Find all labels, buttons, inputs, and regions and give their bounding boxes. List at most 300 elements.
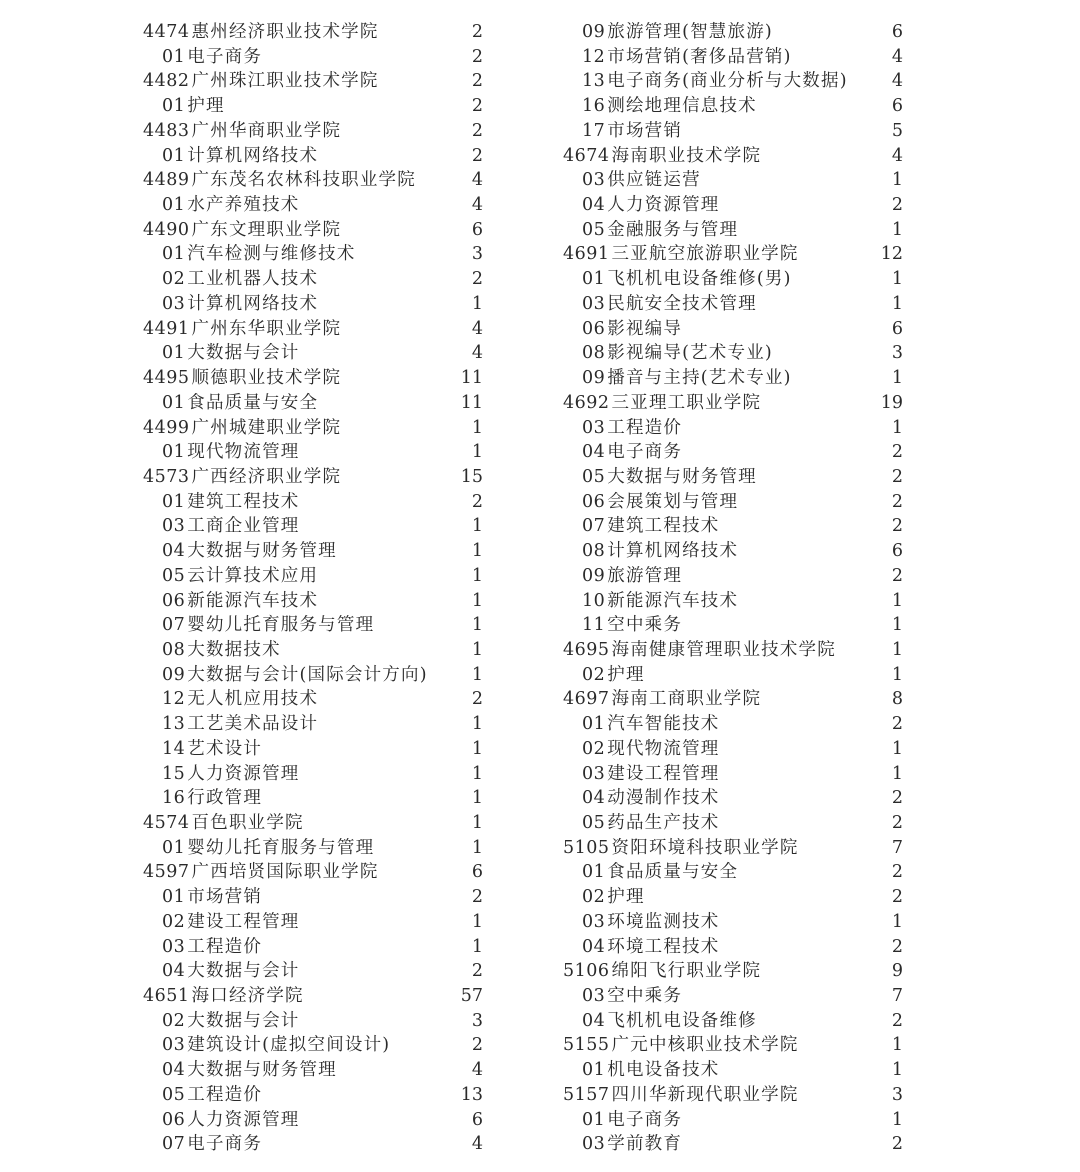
quota-count: 1 (471, 590, 483, 611)
school-row (143, 168, 483, 193)
major-name: 工程造价 (187, 936, 263, 957)
major-code: 01 (162, 145, 186, 166)
quota-count: 1 (471, 565, 483, 586)
major-name: 市场营销 (187, 887, 263, 908)
major-name: 工商企业管理 (187, 516, 300, 537)
major-name: 新能源汽车技术 (187, 590, 319, 611)
major-row (143, 885, 483, 910)
major-name: 市场营销 (607, 120, 683, 141)
major-code: 01 (162, 343, 186, 364)
quota-count: 1 (891, 911, 903, 932)
major-code: 01 (162, 195, 186, 216)
major-code: 07 (162, 615, 186, 636)
school-row (143, 119, 483, 144)
major-row (563, 416, 903, 441)
major-name: 大数据与财务管理 (187, 541, 337, 562)
school-name: 顺德职业技术学院 (191, 368, 342, 389)
major-row (143, 1033, 483, 1058)
major-code: 17 (582, 120, 606, 141)
major-row (563, 1058, 903, 1083)
major-row (563, 45, 903, 70)
major-name: 人力资源管理 (187, 1109, 300, 1130)
major-code: 08 (162, 639, 186, 660)
school-code: 4474 (143, 22, 190, 42)
school-code: 4491 (143, 318, 190, 339)
major-row (563, 1009, 903, 1034)
major-row (563, 465, 903, 490)
major-name: 建设工程管理 (607, 763, 720, 784)
major-row (143, 712, 483, 737)
major-code: 05 (582, 466, 606, 487)
school-code: 4489 (143, 170, 190, 191)
major-row (563, 910, 903, 935)
major-code: 02 (582, 887, 606, 908)
major-row (563, 490, 903, 515)
school-name: 资阳环境科技职业学院 (611, 837, 799, 858)
school-name: 广州城建职业学院 (191, 417, 342, 438)
major-code: 04 (162, 541, 186, 562)
quota-count: 4 (471, 195, 483, 216)
major-name: 电子商务(商业分析与大数据) (607, 71, 848, 92)
quota-count: 2 (891, 862, 903, 883)
quota-count: 6 (891, 22, 903, 42)
major-row (143, 144, 483, 169)
school-name: 绵阳飞行职业学院 (611, 961, 762, 982)
major-code: 13 (162, 714, 186, 735)
quota-count: 1 (471, 714, 483, 735)
school-name: 广元中核职业技术学院 (611, 1035, 799, 1056)
school-row (563, 144, 903, 169)
quota-count: 1 (891, 590, 903, 611)
major-row (563, 292, 903, 317)
quota-count: 1 (891, 269, 903, 290)
major-name: 云计算技术应用 (187, 565, 319, 586)
quota-count: 4 (471, 343, 483, 364)
major-name: 播音与主持(艺术专业) (607, 368, 792, 389)
major-code: 05 (162, 1084, 186, 1105)
major-row (563, 762, 903, 787)
quota-count: 2 (471, 120, 483, 141)
school-code: 4573 (143, 466, 190, 487)
quota-count: 4 (471, 318, 483, 339)
major-code: 03 (582, 293, 606, 314)
major-name: 药品生产技术 (607, 813, 720, 833)
major-code: 01 (582, 1060, 606, 1081)
school-name: 三亚理工职业学院 (611, 392, 762, 413)
major-row (563, 1132, 903, 1157)
major-code: 02 (162, 1010, 186, 1031)
major-row (563, 786, 903, 811)
major-name: 计算机网络技术 (187, 293, 319, 314)
major-code: 01 (162, 244, 186, 265)
major-row (563, 218, 903, 243)
school-code: 5155 (563, 1035, 610, 1056)
major-row (143, 613, 483, 638)
quota-count: 4 (471, 1060, 483, 1081)
school-name: 四川华新现代职业学院 (611, 1084, 799, 1105)
quota-count: 7 (891, 986, 903, 1007)
school-row (143, 69, 483, 94)
major-row (143, 786, 483, 811)
major-code: 01 (582, 862, 606, 883)
school-name: 广东茂名农林科技职业学院 (191, 170, 416, 191)
quota-count: 1 (891, 368, 903, 389)
major-code: 04 (582, 442, 606, 463)
quota-count: 1 (891, 763, 903, 784)
major-row (143, 45, 483, 70)
major-code: 07 (582, 516, 606, 537)
quota-count: 2 (891, 516, 903, 537)
quota-count: 1 (471, 541, 483, 562)
major-row (563, 613, 903, 638)
major-name: 大数据技术 (187, 639, 281, 660)
major-code: 01 (582, 1109, 606, 1130)
school-name: 广州珠江职业技术学院 (191, 71, 379, 92)
major-code: 01 (162, 837, 186, 858)
major-name: 现代物流管理 (607, 738, 720, 759)
major-code: 13 (582, 71, 606, 92)
major-row (143, 292, 483, 317)
quota-count: 2 (471, 1035, 483, 1056)
right-column (563, 20, 903, 1157)
major-code: 03 (582, 911, 606, 932)
major-code: 09 (162, 664, 186, 685)
quota-count: 2 (471, 96, 483, 117)
quota-count: 2 (471, 269, 483, 290)
major-row (143, 267, 483, 292)
major-name: 空中乘务 (607, 615, 683, 636)
major-row (563, 514, 903, 539)
quota-count: 1 (471, 516, 483, 537)
major-name: 护理 (187, 96, 225, 117)
major-row (143, 589, 483, 614)
major-code: 02 (582, 738, 606, 759)
major-code: 02 (582, 664, 606, 685)
quota-count: 1 (891, 615, 903, 636)
major-name: 环境工程技术 (607, 936, 720, 957)
major-name: 电子商务 (187, 1134, 263, 1155)
school-name: 广州华商职业学院 (191, 120, 342, 141)
major-row (143, 1009, 483, 1034)
school-name: 广东文理职业学院 (191, 219, 342, 240)
quota-count: 1 (891, 738, 903, 759)
quota-count: 12 (880, 244, 903, 265)
major-code: 01 (162, 442, 186, 463)
major-name: 无人机应用技术 (187, 689, 319, 710)
major-code: 03 (582, 763, 606, 784)
quota-count: 1 (891, 639, 903, 660)
quota-count: 1 (471, 664, 483, 685)
major-code: 14 (162, 738, 186, 759)
major-name: 飞机机电设备维修(男) (607, 269, 792, 290)
quota-count: 2 (471, 689, 483, 710)
school-row (563, 242, 903, 267)
major-name: 婴幼儿托育服务与管理 (187, 837, 375, 858)
quota-count: 1 (891, 664, 903, 685)
quota-count: 2 (891, 442, 903, 463)
quota-count: 2 (891, 491, 903, 512)
quota-count: 2 (891, 788, 903, 809)
quota-count: 1 (891, 170, 903, 191)
major-code: 01 (162, 392, 186, 413)
major-code: 05 (582, 219, 606, 240)
major-code: 11 (582, 615, 606, 636)
major-row (563, 440, 903, 465)
quota-count: 4 (891, 46, 903, 67)
major-code: 06 (582, 491, 606, 512)
quota-count: 3 (471, 244, 483, 265)
major-code: 04 (582, 936, 606, 957)
school-code: 4674 (563, 145, 610, 166)
major-code: 04 (162, 1060, 186, 1081)
major-name: 大数据与财务管理 (607, 466, 757, 487)
major-name: 建筑工程技术 (607, 516, 720, 537)
quota-count: 1 (891, 219, 903, 240)
quota-count: 2 (891, 936, 903, 957)
school-row (143, 20, 483, 45)
major-code: 04 (582, 788, 606, 809)
major-row (563, 20, 903, 45)
major-name: 工程造价 (187, 1084, 263, 1105)
major-name: 护理 (607, 664, 645, 685)
quota-count: 2 (471, 145, 483, 166)
quota-count: 1 (471, 837, 483, 858)
quota-count: 1 (471, 639, 483, 660)
quota-count: 19 (880, 392, 903, 413)
major-code: 01 (162, 46, 186, 67)
major-code: 03 (582, 170, 606, 191)
major-name: 计算机网络技术 (607, 541, 739, 562)
school-row (143, 218, 483, 243)
major-code: 06 (162, 590, 186, 611)
major-row (563, 94, 903, 119)
quota-count: 57 (460, 986, 483, 1007)
school-name: 广西培贤国际职业学院 (191, 862, 379, 883)
major-name: 电子商务 (187, 46, 263, 67)
major-name: 金融服务与管理 (607, 219, 739, 240)
major-code: 03 (582, 986, 606, 1007)
quota-count: 1 (471, 417, 483, 438)
quota-count: 2 (891, 714, 903, 735)
major-row (563, 712, 903, 737)
major-row (143, 959, 483, 984)
school-code: 4651 (143, 986, 190, 1007)
major-name: 现代物流管理 (187, 442, 300, 463)
school-row (563, 391, 903, 416)
quota-count: 6 (891, 541, 903, 562)
school-row (143, 860, 483, 885)
quota-count: 1 (471, 763, 483, 784)
major-code: 04 (582, 1010, 606, 1031)
major-row (143, 1058, 483, 1083)
quota-count: 4 (471, 1134, 483, 1155)
major-row (563, 984, 903, 1009)
major-row (563, 168, 903, 193)
quota-count: 2 (471, 961, 483, 982)
quota-count: 1 (471, 442, 483, 463)
major-code: 08 (582, 541, 606, 562)
major-name: 行政管理 (187, 788, 263, 809)
major-name: 大数据与会计(国际会计方向) (187, 664, 428, 685)
major-name: 供应链运营 (607, 170, 701, 191)
quota-count: 2 (891, 813, 903, 833)
major-name: 空中乘务 (607, 986, 683, 1007)
major-code: 16 (582, 96, 606, 117)
major-row (563, 564, 903, 589)
major-row (563, 366, 903, 391)
quota-count: 6 (891, 318, 903, 339)
major-row (143, 539, 483, 564)
quota-count: 13 (460, 1084, 483, 1105)
major-name: 会展策划与管理 (607, 491, 739, 512)
major-name: 市场营销(奢侈品营销) (607, 46, 792, 67)
major-code: 09 (582, 368, 606, 389)
quota-count: 1 (891, 417, 903, 438)
school-row (563, 1083, 903, 1108)
major-row (563, 663, 903, 688)
quota-count: 3 (471, 1010, 483, 1031)
school-row (143, 465, 483, 490)
quota-count: 2 (471, 491, 483, 512)
quota-count: 2 (891, 565, 903, 586)
quota-count: 11 (460, 392, 483, 413)
major-name: 建设工程管理 (187, 911, 300, 932)
major-name: 电子商务 (607, 442, 683, 463)
major-name: 影视编导(艺术专业) (607, 343, 773, 364)
major-code: 06 (582, 318, 606, 339)
major-code: 03 (162, 1035, 186, 1056)
major-name: 建筑工程技术 (187, 491, 300, 512)
major-row (563, 341, 903, 366)
major-code: 01 (162, 96, 186, 117)
major-row (143, 638, 483, 663)
school-row (563, 638, 903, 663)
quota-count: 1 (891, 1035, 903, 1056)
quota-count: 7 (891, 837, 903, 858)
major-code: 06 (162, 1109, 186, 1130)
major-row (143, 836, 483, 861)
major-row (143, 687, 483, 712)
major-name: 民航安全技术管理 (607, 293, 757, 314)
major-code: 10 (582, 590, 606, 611)
quota-count: 1 (471, 738, 483, 759)
major-row (143, 910, 483, 935)
major-code: 15 (162, 763, 186, 784)
school-code: 4483 (143, 120, 190, 141)
major-name: 旅游管理(智慧旅游) (607, 22, 773, 42)
quota-count: 2 (891, 466, 903, 487)
major-name: 建筑设计(虚拟空间设计) (187, 1035, 391, 1056)
school-code: 4482 (143, 71, 190, 92)
major-name: 环境监测技术 (607, 911, 720, 932)
quota-count: 6 (471, 219, 483, 240)
school-code: 4695 (563, 639, 610, 660)
major-name: 电子商务 (607, 1109, 683, 1130)
quota-count: 3 (891, 343, 903, 364)
major-name: 大数据与会计 (187, 961, 300, 982)
major-name: 新能源汽车技术 (607, 590, 739, 611)
quota-count: 1 (891, 1109, 903, 1130)
major-row (143, 663, 483, 688)
quota-count: 2 (471, 71, 483, 92)
major-row (143, 391, 483, 416)
quota-count: 8 (891, 689, 903, 710)
major-row (143, 242, 483, 267)
major-row (563, 811, 903, 836)
left-column (143, 20, 483, 1157)
major-code: 03 (162, 293, 186, 314)
school-code: 4499 (143, 417, 190, 438)
major-row (563, 317, 903, 342)
major-row (563, 1108, 903, 1133)
major-name: 食品质量与安全 (187, 392, 319, 413)
major-name: 测绘地理信息技术 (607, 96, 757, 117)
school-name: 海口经济学院 (191, 986, 304, 1007)
major-code: 09 (582, 22, 606, 42)
school-code: 4495 (143, 368, 190, 389)
school-name: 海南健康管理职业技术学院 (611, 639, 836, 660)
major-code: 03 (582, 1134, 606, 1155)
quota-count: 1 (471, 936, 483, 957)
school-name: 广州东华职业学院 (191, 318, 342, 339)
major-code: 03 (162, 516, 186, 537)
major-code: 05 (582, 813, 606, 833)
quota-count: 4 (891, 71, 903, 92)
major-name: 影视编导 (607, 318, 683, 339)
major-name: 人力资源管理 (187, 763, 300, 784)
major-name: 大数据与会计 (187, 1010, 300, 1031)
school-code: 4697 (563, 689, 610, 710)
major-code: 04 (162, 961, 186, 982)
quota-count: 1 (471, 813, 483, 833)
school-code: 4574 (143, 813, 190, 833)
major-name: 机电设备技术 (607, 1060, 720, 1081)
major-row (143, 1108, 483, 1133)
quota-count: 2 (891, 1010, 903, 1031)
quota-count: 1 (471, 911, 483, 932)
major-code: 05 (162, 565, 186, 586)
quota-count: 2 (891, 1134, 903, 1155)
major-name: 大数据与财务管理 (187, 1060, 337, 1081)
school-code: 4490 (143, 219, 190, 240)
quota-count: 2 (471, 22, 483, 42)
quota-count: 2 (891, 887, 903, 908)
major-row (143, 762, 483, 787)
school-name: 海南工商职业学院 (611, 689, 762, 710)
major-code: 03 (162, 936, 186, 957)
quota-count: 9 (891, 961, 903, 982)
major-name: 计算机网络技术 (187, 145, 319, 166)
major-row (563, 267, 903, 292)
major-name: 艺术设计 (187, 738, 263, 759)
major-code: 12 (162, 689, 186, 710)
major-name: 学前教育 (607, 1134, 683, 1155)
major-name: 动漫制作技术 (607, 788, 720, 809)
major-code: 01 (162, 491, 186, 512)
major-name: 旅游管理 (607, 565, 683, 586)
school-name: 三亚航空旅游职业学院 (611, 244, 799, 265)
major-row (143, 1132, 483, 1157)
major-row (143, 737, 483, 762)
major-code: 08 (582, 343, 606, 364)
major-name: 护理 (607, 887, 645, 908)
quota-count: 4 (471, 170, 483, 191)
major-row (143, 440, 483, 465)
school-code: 5106 (563, 961, 610, 982)
school-row (563, 836, 903, 861)
quota-count: 1 (471, 615, 483, 636)
major-code: 04 (582, 195, 606, 216)
